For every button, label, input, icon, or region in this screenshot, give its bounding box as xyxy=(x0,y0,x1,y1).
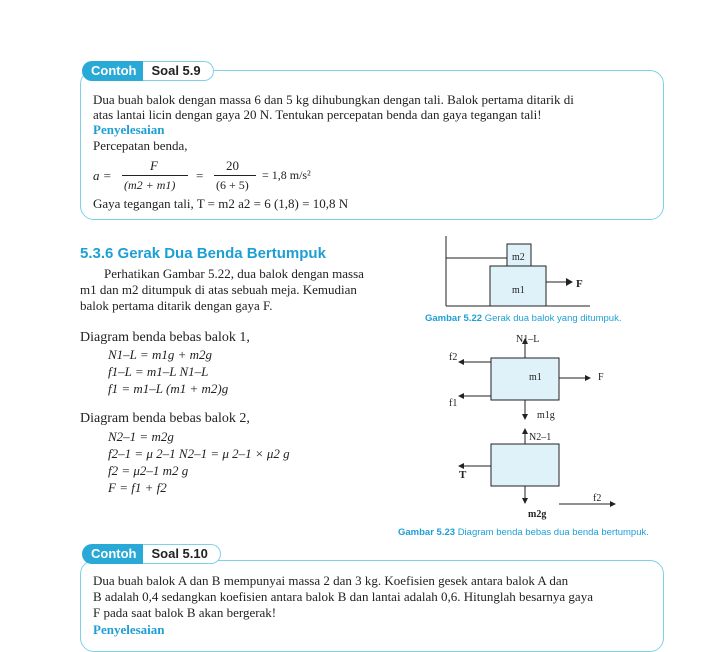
tension-text: Gaya tegangan tali, T = m2 a2 = 6 (1,8) = 10,8 N xyxy=(93,196,349,211)
formula-numerator-2: 20 xyxy=(226,158,239,173)
fbd2-block xyxy=(491,444,559,486)
fig522-caption-num: Gambar 5.22 xyxy=(425,313,483,324)
formula-denominator-2: (6 + 5) xyxy=(216,178,249,192)
section-para-line-1: Perhatikan Gambar 5.22, dua balok dengan massa xyxy=(104,266,364,281)
example-tab-number: Soal 5.9 xyxy=(143,61,213,81)
fig522-caption xyxy=(425,313,621,324)
force-arrowhead-f xyxy=(566,278,573,286)
fbd2-label-t: T xyxy=(459,469,467,481)
fig523-caption xyxy=(398,527,649,538)
fbd1-label-m1: m1 xyxy=(529,372,542,383)
diagram1-eq-1: N1–L = m1g + m2g xyxy=(108,347,212,362)
figure-5-23 xyxy=(440,330,640,525)
diagram1-heading: Diagram benda bebas balok 1, xyxy=(80,330,250,345)
diagram2-eq-1: N2–1 = m2g xyxy=(108,429,174,444)
fbd1-label-normal: N1–L xyxy=(516,334,540,345)
problem2-line-3: F pada saat balok B akan bergerak! xyxy=(93,605,277,620)
example2-tab-number: Soal 5.10 xyxy=(143,544,220,564)
diagram2-eq-2: f2–1 = μ 2–1 N2–1 = μ 2–1 × μ2 g xyxy=(108,446,290,461)
diagram2-eq-4: F = f1 + f2 xyxy=(108,480,167,495)
diagram1-eq-2: f1–L = m1–L N1–L xyxy=(108,364,209,379)
fig523-caption-text: Diagram benda bebas dua benda bertumpuk. xyxy=(457,527,649,538)
fbd1-label-f1: f1 xyxy=(449,398,458,409)
solution2-label: Penyelesaian xyxy=(93,622,165,637)
problem-line-2: atas lantai licin dengan gaya 20 N. Tentukan percepatan benda dan gaya tegangan tali! xyxy=(93,107,542,122)
problem-line-1: Dua buah balok dengan massa 6 dan 5 kg dihubungkan dengan tali. Balok pertama ditarik di xyxy=(93,92,574,107)
diagram2-heading: Diagram benda bebas balok 2, xyxy=(80,411,250,426)
section-para-line-2: m1 dan m2 ditumpuk di atas sebuah meja. Kemudian xyxy=(80,282,357,297)
formula-lhs: a = xyxy=(93,168,112,183)
fbd1-label-f2: f2 xyxy=(449,352,458,363)
formula-result: = 1,8 m/s² xyxy=(262,168,311,182)
fbd1-f1-arrowhead xyxy=(458,393,464,399)
example-tab-5-10 xyxy=(82,544,221,564)
fraction-bar-2 xyxy=(214,175,256,176)
fbd2-label-f2: f2 xyxy=(593,493,602,504)
formula-numerator: F xyxy=(150,158,158,173)
section-title: 5.3.6 Gerak Dua Benda Bertumpuk xyxy=(80,245,326,262)
formula-equals: = xyxy=(196,168,204,183)
formula-denominator: (m2 + m1) xyxy=(124,178,176,192)
fbd1-f2-arrowhead xyxy=(458,359,464,365)
fraction-bar-1 xyxy=(122,175,188,176)
diagram1-eq-3: f1 = m1–L (m1 + m2)g xyxy=(108,381,229,396)
fbd1-weight-arrowhead xyxy=(522,414,528,420)
example2-tab-label: Contoh xyxy=(82,544,143,564)
fbd2-friction-arrowhead xyxy=(610,501,616,507)
solution-label: Penyelesaian xyxy=(93,122,165,137)
diagram2-eq-3: f2 = μ2–1 m2 g xyxy=(108,463,189,478)
fbd2-weight-arrowhead xyxy=(522,498,528,504)
fbd1-block xyxy=(491,358,559,400)
example-tab-5-9 xyxy=(82,61,214,81)
problem2-line-1: Dua buah balok A dan B mempunyai massa 2 dan 3 kg. Koefisien gesek antara balok A dan xyxy=(93,573,569,588)
fig523-caption-num: Gambar 5.23 xyxy=(398,527,456,538)
fbd1-label-weight: m1g xyxy=(537,410,555,421)
intro-text: Percepatan benda, xyxy=(93,138,188,153)
fbd2-normal-arrowhead xyxy=(522,428,528,434)
fig522-label-f: F xyxy=(576,278,583,290)
fbd1-label-f: F xyxy=(598,372,604,383)
fig522-caption-text: Gerak dua balok yang ditumpuk. xyxy=(484,313,622,324)
fbd2-label-weight: m2g xyxy=(528,509,547,520)
fbd2-label-normal: N2–1 xyxy=(529,432,552,443)
figure-5-22 xyxy=(440,232,620,312)
example-tab-label: Contoh xyxy=(82,61,143,81)
fig522-label-m1: m1 xyxy=(512,285,525,296)
fig522-label-m2: m2 xyxy=(512,252,525,263)
fbd1-force-arrowhead xyxy=(585,375,591,381)
problem2-line-2: B adalah 0,4 sedangkan koefisien antara balok B dan lantai adalah 0,6. Hitunglah besarnya gaya xyxy=(93,589,593,604)
section-para-line-3: balok pertama ditarik dengan gaya F. xyxy=(80,298,273,313)
